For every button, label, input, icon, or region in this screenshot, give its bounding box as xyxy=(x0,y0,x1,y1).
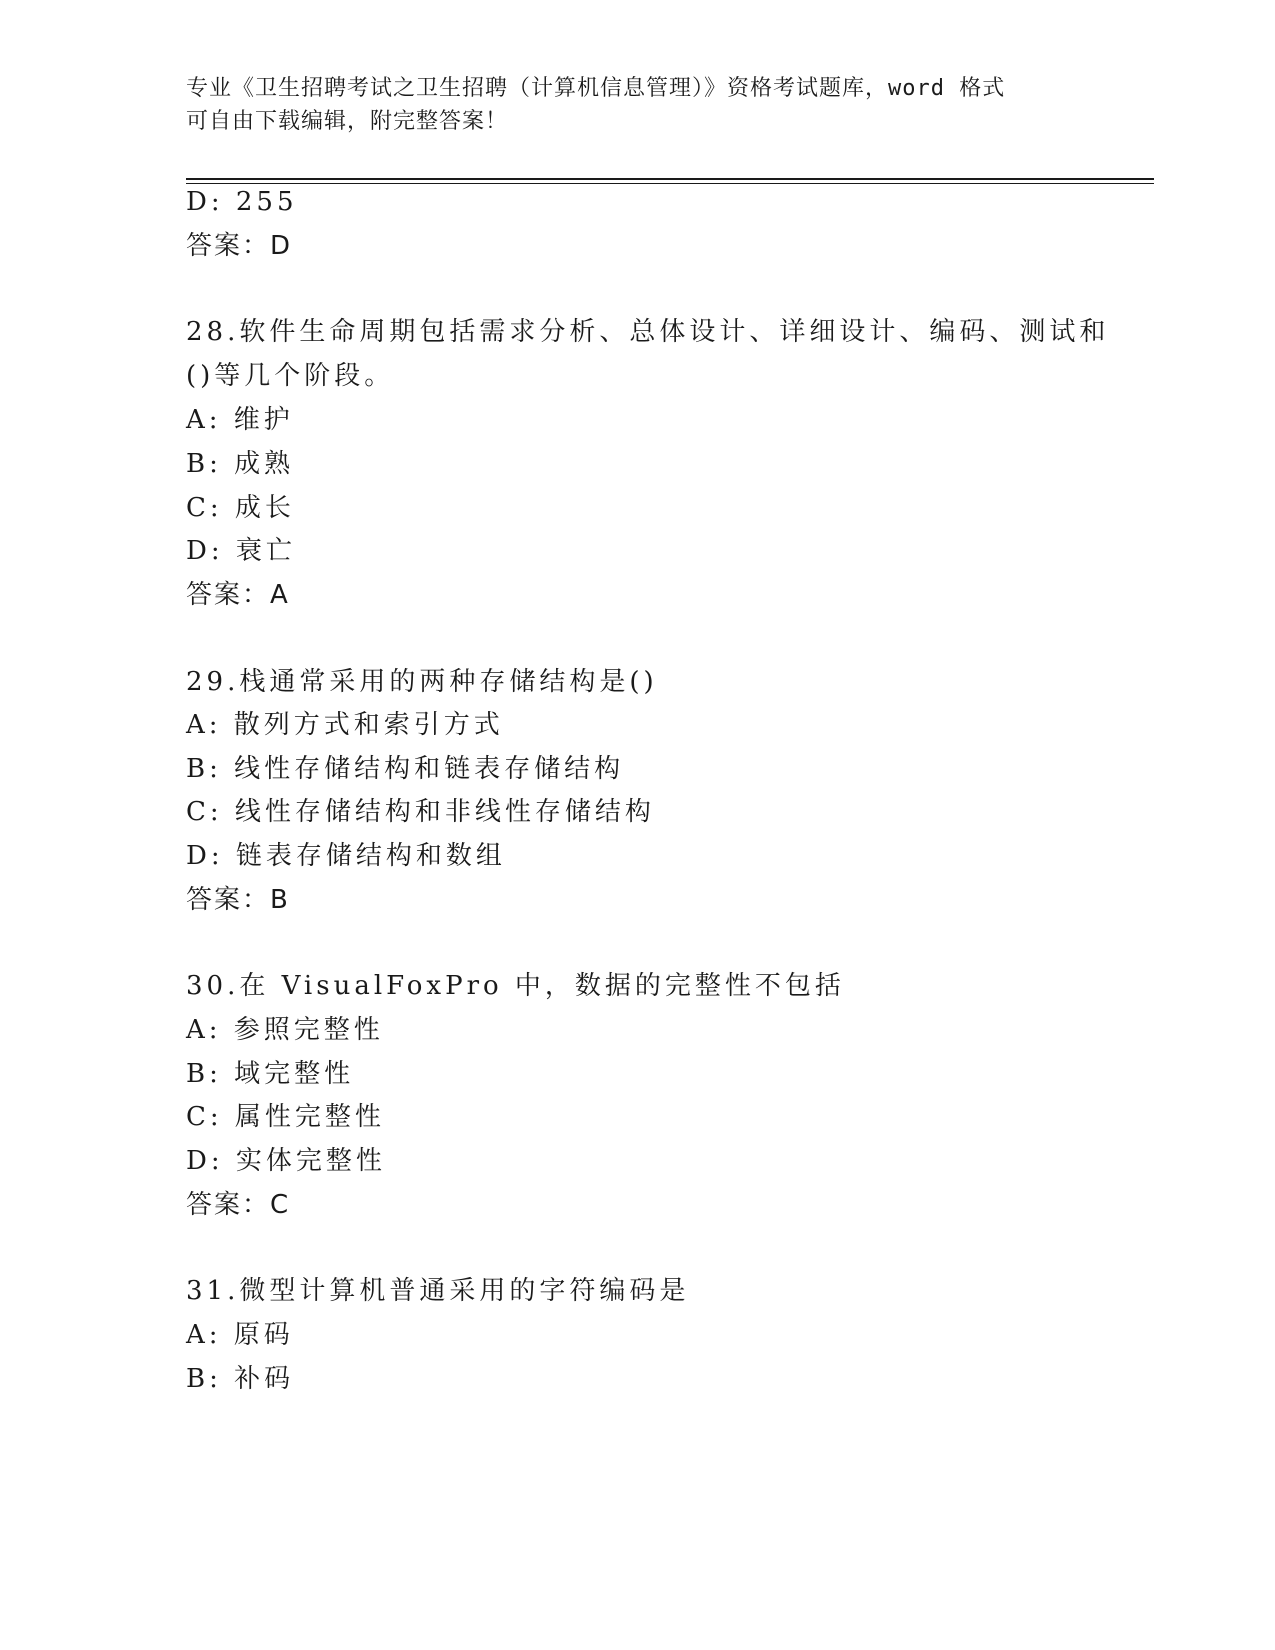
header-divider-thin xyxy=(186,183,1154,184)
question-28-option-d: D: 衰亡 xyxy=(186,536,296,566)
question-31-option-a: A: 原码 xyxy=(186,1320,294,1350)
question-29-stem: 29.栈通常采用的两种存储结构是() xyxy=(186,667,658,697)
question-28-option-a: A: 维护 xyxy=(186,405,294,435)
header-line-2: 可自由下载编辑，附完整答案！ xyxy=(186,109,509,134)
question-28-stem: 28.软件生命周期包括需求分析、总体设计、详细设计、编码、测试和 xyxy=(186,317,1110,347)
question-31-option-b: B: 补码 xyxy=(186,1364,295,1394)
answer-line: 答案：D xyxy=(186,231,293,261)
question-30-option-a: A: 参照完整性 xyxy=(186,1015,384,1045)
header-line-1: 专业《卫生招聘考试之卫生招聘（计算机信息管理）》资格考试题库，word 格式 xyxy=(186,76,1006,101)
question-30-answer: 答案：C xyxy=(186,1190,291,1220)
question-30-option-c: C: 属性完整性 xyxy=(186,1102,385,1132)
question-31-stem: 31.微型计算机普通采用的字符编码是 xyxy=(186,1276,690,1306)
page-header xyxy=(186,72,1086,138)
header-divider-thick xyxy=(186,178,1154,180)
question-28-option-b: B: 成熟 xyxy=(186,449,295,479)
question-28-option-c: C: 成长 xyxy=(186,493,295,523)
question-30-stem: 30.在 VisualFoxPro 中，数据的完整性不包括 xyxy=(186,971,845,1001)
option-d: D: 255 xyxy=(186,187,298,217)
question-28-stem-cont: ()等几个阶段。 xyxy=(186,361,395,391)
question-30-option-b: B: 域完整性 xyxy=(186,1059,355,1089)
question-30-option-d: D: 实体完整性 xyxy=(186,1146,386,1176)
question-29-option-b: B: 线性存储结构和链表存储结构 xyxy=(186,754,625,784)
question-29-answer: 答案：B xyxy=(186,885,290,915)
question-29-option-a: A: 散列方式和索引方式 xyxy=(186,710,504,740)
question-29-option-c: C: 线性存储结构和非线性存储结构 xyxy=(186,797,655,827)
question-29-option-d: D: 链表存储结构和数组 xyxy=(186,841,506,871)
question-28-answer: 答案：A xyxy=(186,580,290,610)
